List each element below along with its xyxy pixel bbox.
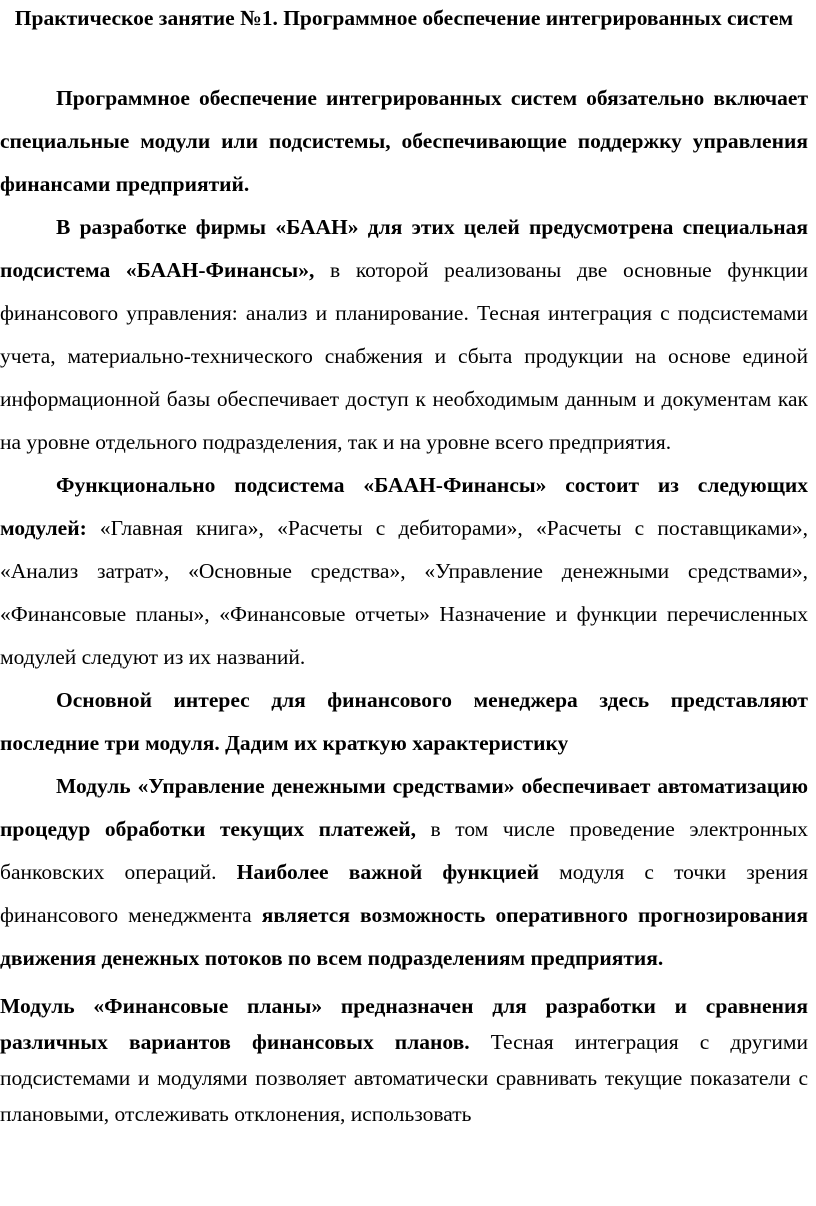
bold-text: Модуль «Управление денежными средствами» обеспечивает автоматизацию процедур обработки текущих платежей, (0, 774, 808, 841)
body-text: «Главная книга», «Расчеты с дебиторами», «Расчеты с поставщиками», «Анализ затрат», «Основные средства», «Управление денежными средствами», «Финансовые планы», «Финансовые отчеты» Назначение и функции перечисленных модулей следуют из их названий. (0, 516, 808, 669)
bold-text: Модуль «Финансовые планы» предназначен для разработки и сравнения различных вариантов финансовых планов. (0, 994, 808, 1054)
bold-text: является возможность оперативного прогнозирования движения денежных потоков по всем подразделениям предприятия. (0, 903, 808, 970)
paragraph-baan-finance (0, 206, 808, 464)
body-text: Тесная интеграция с другими подсистемами и модулями позволяет автоматически сравнивать текущие показатели с плановыми, отслеживать отклонения, использовать (0, 1030, 809, 1126)
bold-text: Основной интерес для финансового менеджера здесь представляют последние три модуля. Дадим их краткую характеристику (0, 688, 808, 755)
body-text: в том числе проведение электронных банковских операций. (0, 817, 808, 884)
paragraph-intro (0, 77, 808, 206)
paragraph-modules (0, 464, 808, 679)
paragraph-cash-management (0, 765, 808, 980)
bold-text: Наиболее важной функцией (236, 860, 539, 884)
page-title: Практическое занятие №1. Программное обеспечение интегрированных систем (14, 6, 794, 30)
bold-text: Программное обеспечение интегрированных систем обязательно включает специальные модули или подсистемы, обеспечивающие поддержку управления финансами предприятий. (0, 86, 808, 196)
paragraph-financial-plans (0, 988, 808, 1132)
body-text: в которой реализованы две основные функции финансового управления: анализ и планирование. Тесная интеграция с подсистемами учета, материально-технического снабжения и сбыта продукции на основе единой информационной базы обеспечивает доступ к необходимым данным и документам как на уровне отдельного подразделения, так и на уровне всего предприятия. (0, 258, 809, 454)
bold-text: Функционально подсистема «БААН-Финансы» состоит из следующих модулей: (0, 473, 808, 540)
paragraph-main-interest (0, 679, 808, 765)
body-text: модуля с точки зрения финансового менеджмента (0, 860, 808, 927)
bold-text: В разработке фирмы «БААН» для этих целей предусмотрена специальная подсистема «БААН-Финансы», (0, 215, 808, 282)
